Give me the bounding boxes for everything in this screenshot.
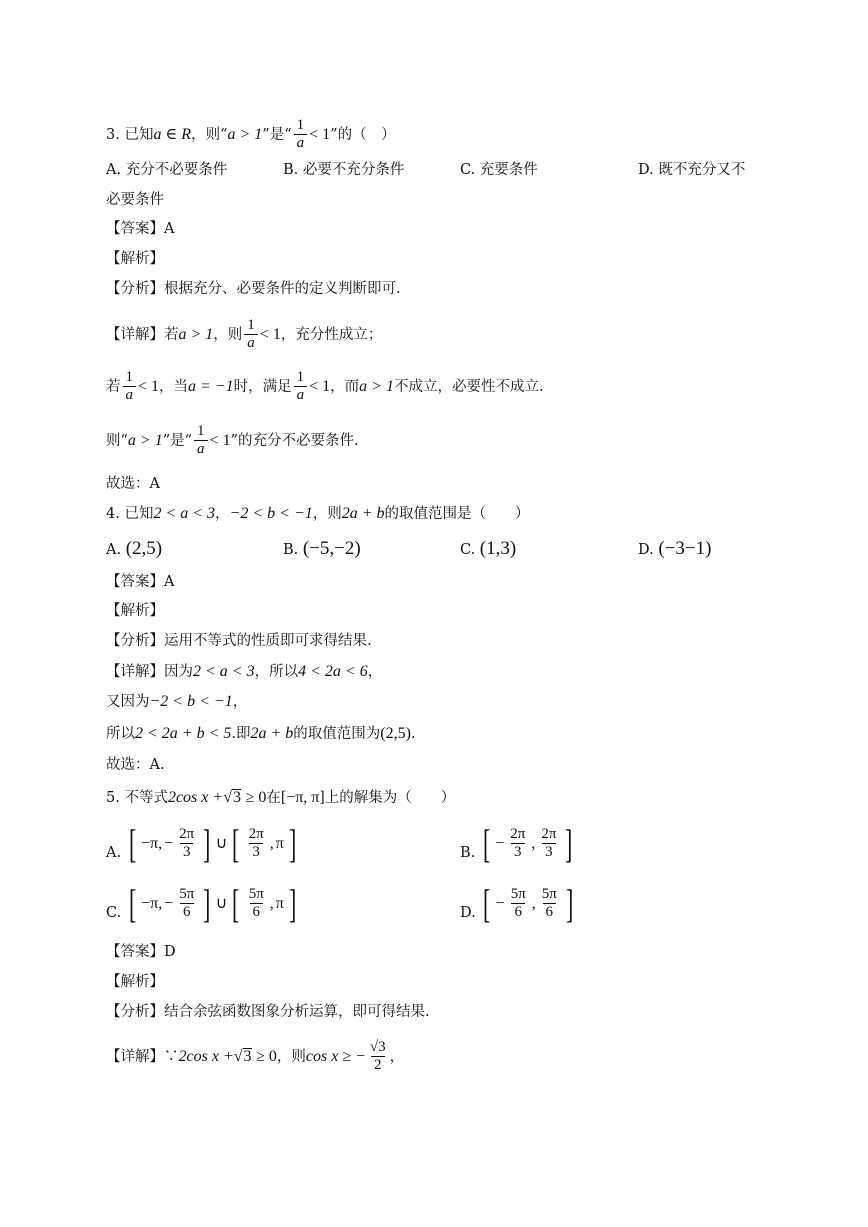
q3-option-c: C. 充要条件 (460, 162, 538, 178)
q5-answer: 【答案】D (106, 944, 176, 960)
q4-detail-line2: 又因为−2 < b < −1， (106, 693, 248, 710)
q5-option-b: B. [ − $\frac{2\pi}{3}$ , $\frac{2\pi}{3}$ ] (460, 821, 573, 866)
q3-fenxi: 【分析】根据充分、必要条件的定义判断即可. (106, 281, 401, 297)
q5-option-a: A. [ −π, − $\frac{2\pi}{3}$ ] ∪ [ $\frac{2\pi}{3}$ , π ] (106, 821, 297, 866)
q5-option-d: D. [ − $\frac{5\pi}{6}$ , $\frac{5\pi}{6}$ ] (460, 881, 574, 926)
q4-analysis-heading: 【解析】 (106, 603, 164, 619)
q5-stem: 5. 不等式2cos x +√3 ≥ 0在[−π, π]上的解集为（ ） (106, 789, 456, 806)
q4-detail-line1: 【详解】因为2 < a < 3，所以4 < 2a < 6， (106, 663, 383, 680)
q4-option-c: C. (1,3) (460, 538, 517, 559)
q4-stem: 4. 已知2 < a < 3，−2 < b < −1，则2a + b的取值范围是（ ） (106, 505, 530, 522)
q3-detail-line3: 则“a > 1”是“ $\frac{1}{a}$ < 1”的充分不必要条件. (106, 423, 359, 457)
q4-answer: 【答案】A (106, 574, 175, 590)
q3-option-d: D. 既不充分又不 (638, 162, 746, 178)
q4-fenxi: 【分析】运用不等式的性质即可求得结果. (106, 633, 372, 649)
q4-guxuan: 故选：A. (106, 757, 165, 773)
q4-option-d: D. (−3−1) (638, 538, 712, 559)
q3-option-a: A. 充分不必要条件 (106, 162, 228, 178)
q3-option-d-cont: 必要条件 (106, 192, 164, 208)
q3-answer: 【答案】A (106, 221, 175, 237)
q3-guxuan: 故选：A (106, 476, 160, 492)
q5-fenxi: 【分析】结合余弦函数图象分析运算，即可得结果. (106, 1004, 430, 1020)
q5-option-c: C. [ −π, − $\frac{5\pi}{6}$ ] ∪ [ $\frac{5\pi}{6}$ , π ] (106, 881, 297, 926)
q5-analysis-heading: 【解析】 (106, 974, 164, 990)
q3-option-b: B. 必要不充分条件 (283, 162, 405, 178)
q4-option-a: A. (2,5) (106, 538, 163, 559)
q4-option-b: B. (−5,−2) (283, 538, 361, 559)
q3-analysis-heading: 【解析】 (106, 251, 164, 267)
q5-detail-line1: 【详解】∵2cos x +√3 ≥ 0，则cos x ≥ − $\frac{√3}{2}$ ， (106, 1039, 405, 1073)
q4-detail-line3: 所以2 < 2a + b < 5.即2a + b的取值范围为(2,5). (106, 725, 416, 742)
q3-stem: 3. 已知a ∈ R，则“a > 1”是“ $\frac{1}{a}$ < 1”的（ ） (106, 117, 396, 151)
q3-detail-line2: 若 $\frac{1}{a}$ < 1，当a = −1时，满足 $\frac{1}{a}$ < 1，而a > 1不成立，必要性不成立. (106, 369, 544, 403)
q3-detail-line1: 【详解】若a > 1，则 $\frac{1}{a}$ < 1，充分性成立； (106, 317, 383, 351)
